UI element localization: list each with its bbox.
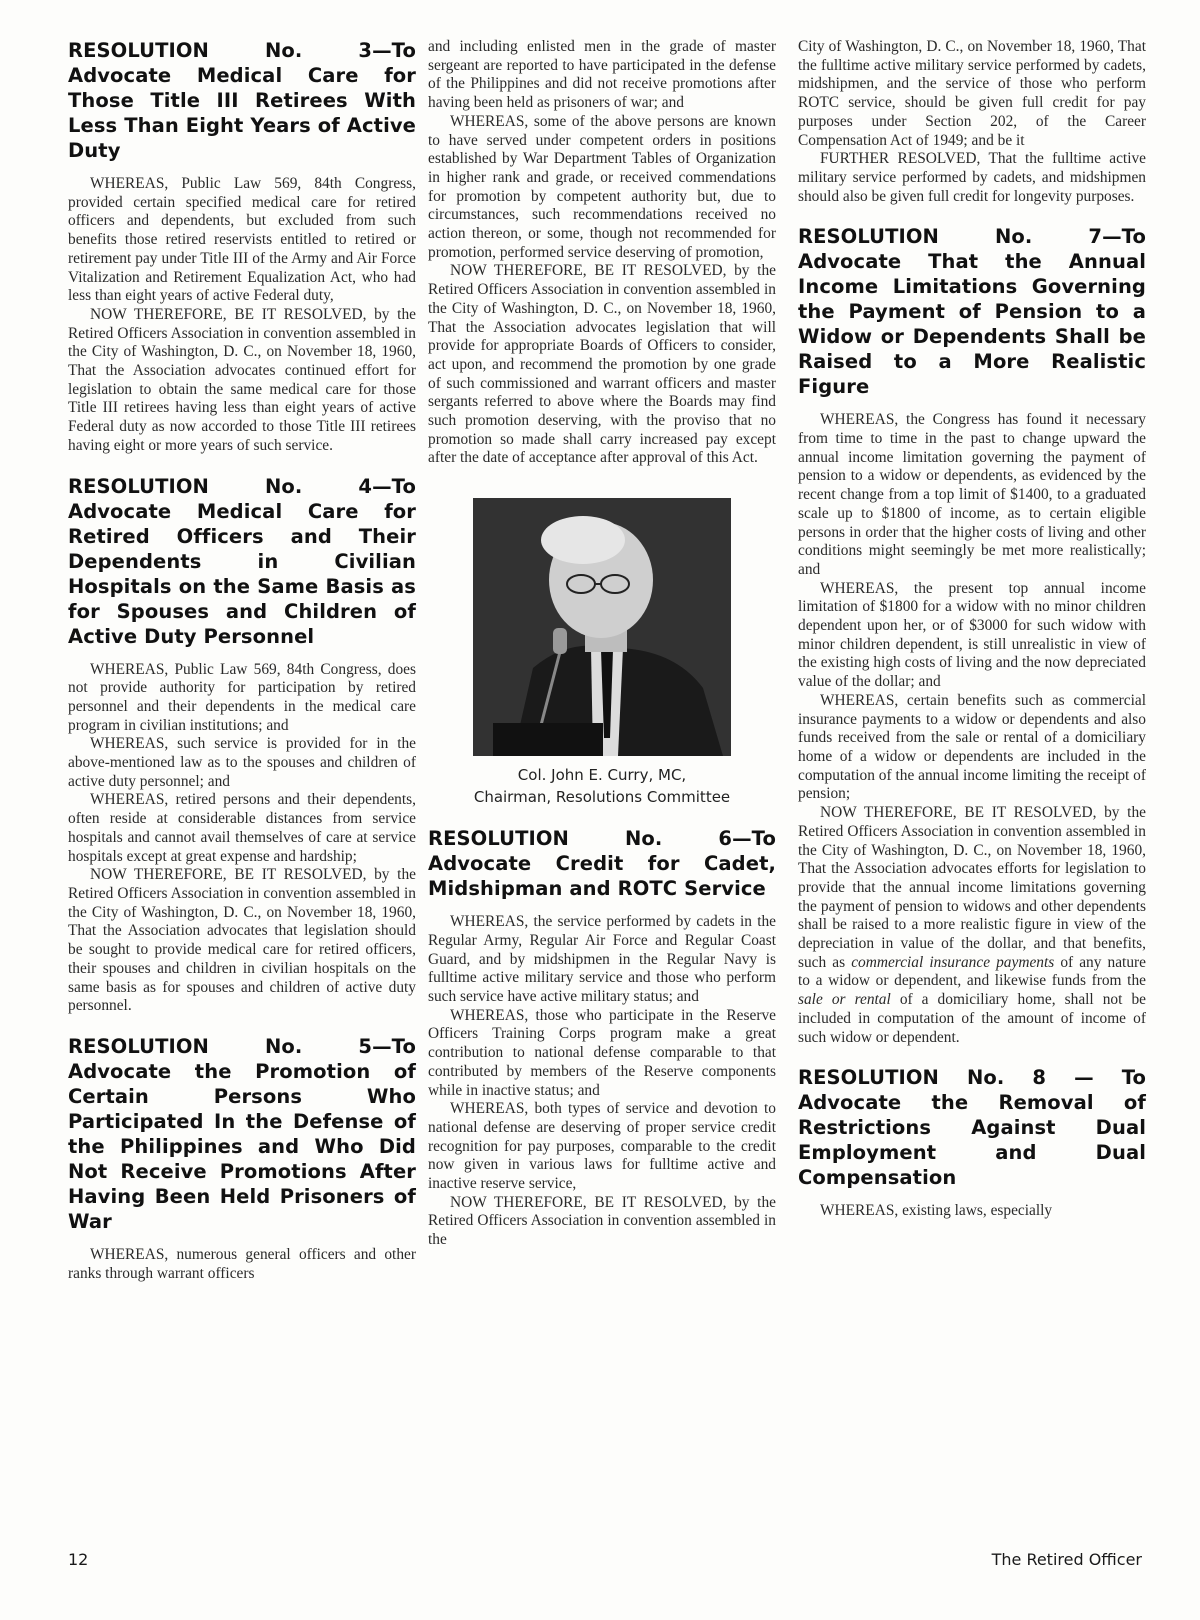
resolution-4-title: RESOLUTION No. 4—To Advocate Medical Care for Retired Officers and Their Dependents in Civilian Hospitals on the Same Basis as for Spouses and Children of Active Duty Personnel	[68, 474, 416, 648]
resolution-5-paragraph: WHEREAS, numerous general officers and other ranks through warrant officers	[68, 1245, 416, 1282]
portrait-figure	[428, 498, 776, 808]
resolution-7-paragraph: WHEREAS, certain benefits such as commercial insurance payments to a widow or dependents and also funds received from the sale or rental of a domiciliary home of a widow or dependents are included in the computation of the annual income limiting the receipt of pension;	[798, 691, 1146, 803]
resolution-7-title: RESOLUTION No. 7—To Advocate That the Annual Income Limitations Governing the Payment of Pension to a Widow or Dependents Shall be Raised to a More Realistic Figure	[798, 225, 1146, 399]
resolution-8-paragraph: WHEREAS, existing laws, especially	[820, 1202, 1053, 1220]
resolution-6-paragraph: NOW THEREFORE, BE IT RESOLVED, by the Retired Officers Association in convention assembled in the	[428, 1193, 776, 1249]
caption-name: Col. John E. Curry, MC,	[517, 766, 687, 785]
resolution-3	[68, 38, 416, 456]
resolution-4-paragraph: WHEREAS, Public Law 569, 84th Congress, does not provide authority for participation by retired personnel and their dependents in the medical care program in civilian institutions; and	[68, 660, 416, 734]
resolution-6-paragraph-continued: City of Washington, D. C., on November 18, 1960, That the fulltime active military service performed by cadets, midshipmen, and the service of those who perform ROTC service, should be given full credit for pay purposes under Section 202, of the Career Compensation Act of 1949; and be it	[798, 38, 1146, 149]
caption-role: Chairman, Resolutions Committee	[473, 788, 731, 807]
resolution-5-paragraph: NOW THEREFORE, BE IT RESOLVED, by the Retired Officers Association in convention assembled in the City of Washington, D. C., on November 18, 1960, That the Association advocates legislation that will provide for appropriate Boards of Officers to consider, act upon, and recommend the promotion by one grade of such commissioned and warrant officers and master sergants referred to above where the Boards may find such promotion deserving, with the proviso that no promotion so made shall carry increased pay except after the date of acceptance after approval of this Act.	[428, 262, 776, 467]
resolution-4-paragraph: NOW THEREFORE, BE IT RESOLVED, by the Retired Officers Association in convention assembled in the City of Washington, D. C., on November 18, 1960, That the Association advocates that legislation should be sought to provide medical care for retired officers, their spouses and children in civilian hospitals on the same basis as for spouses and children of active duty personnel.	[68, 866, 416, 1015]
resolution-3-title: RESOLUTION No. 3—To Advocate Medical Care for Those Title III Retirees With Less Than Eight Years of Active Duty	[68, 39, 416, 162]
resolution-7	[798, 224, 1146, 1047]
portrait-photo	[473, 498, 731, 756]
emphasis-text: commercial insurance payments	[851, 953, 1055, 971]
resolution-6	[428, 826, 776, 1250]
resolution-6-paragraph: WHEREAS, those who participate in the Reserve Officers Training Corps program make a great contribution to national defense comparable to that contributed by members of the Reserve components while in inactive status; and	[428, 1006, 776, 1099]
publication-name: The Retired Officer	[991, 1550, 1142, 1569]
column-middle	[428, 38, 776, 1250]
resolution-6-paragraph: FURTHER RESOLVED, That the fulltime active military service performed by cadets, and midshipmen should also be given full credit for longevity purposes.	[798, 150, 1146, 205]
resolution-4-paragraph: WHEREAS, such service is provided for in the above-mentioned law as to the spouses and children of active duty personnel; and	[68, 735, 416, 790]
resolution-7-paragraph: WHEREAS, the Congress has found it necessary from time to time in the past to change upward the annual income limitation governing the payment of pension to a widow or dependents, as evidenced by the recent change from a top limit of $1400, to a graduated scale up to $1800 of income, as to certain eligible persons in order that the higher costs of living and other conditions might seemingly be met more realistically; and	[798, 411, 1146, 578]
text-run: NOW THEREFORE, BE IT RESOLVED, by the Retired Officers Association in convention assembled in the City of Washington, D. C., on November 18, 1960, That the Association advocates efforts for legislation to provide that the annual income limitations governing the payment of pension to widows and other dependents shall be raised to a more realistic figure in view of the depreciation in value of the dollar, and that benefits, such as	[798, 804, 1146, 971]
resolution-7-paragraph: WHEREAS, the present top annual income limitation of $1800 for a widow with no minor children dependent upon her, or of $3000 for such widow with minor children dependent, is still unrealistic in view of the existing high costs of living and the now depreciated value of the dollar; and	[798, 579, 1146, 691]
text-run: of any nature to a widow or dependent, and likewise funds from the	[798, 953, 1146, 990]
text-run: of a domiciliary home, shall not be included in computation of the amount of income of such widow or dependent.	[798, 991, 1146, 1046]
resolution-4	[68, 474, 416, 1016]
resolution-8	[798, 1065, 1146, 1221]
resolution-5-paragraph-continued: and including enlisted men in the grade of master sergeant are reported to have participated in the defense of the Philippines and did not receive promotions after having been held as prisoners of war; and	[428, 38, 776, 112]
emphasis-text: sale or rental	[798, 991, 891, 1009]
column-right	[798, 38, 1146, 1221]
resolution-5-paragraph: WHEREAS, some of the above persons are known to have served under competent orders in positions established by War Department Tables of Organization in higher rank and grade, or received commendations for promotion by competent authority but, due to circumstances, such recommendations received no action thereon, or some, though not recommended for promotion, performed service deserving of promotion,	[428, 112, 776, 261]
page-number: 12	[68, 1550, 89, 1569]
resolution-4-paragraph: WHEREAS, retired persons and their dependents, often reside at considerable distances from service hospitals and cannot avail themselves of care at service hospitals except at great expense and hardship;	[68, 791, 416, 865]
resolution-7-paragraph	[798, 804, 1146, 1047]
resolution-6-paragraph: WHEREAS, the service performed by cadets in the Regular Army, Regular Air Force and Regular Coast Guard, and by midshipmen in the Regular Navy is fulltime active military service and those who perform such service have active military status; and	[428, 913, 776, 1005]
resolution-3-paragraph: WHEREAS, Public Law 569, 84th Congress, provided certain specified medical care for retired officers and dependents, but excluded from such benefits those retired reservists entitled to retired or retirement pay under Title III of the Army and Air Force Vitalization and Retirement Equalization Act, who had less than eight years of active Federal duty,	[68, 175, 416, 305]
resolution-5	[68, 1034, 416, 1283]
portrait-caption	[428, 764, 776, 808]
resolution-3-paragraph: NOW THEREFORE, BE IT RESOLVED, by the Retired Officers Association in convention assembled in the City of Washington, D. C., on November 18, 1960, That the Association advocates continued effort for legislation to obtain the same medical care for those Title III retirees having less than eight years of active Federal duty as now accorded to those Title III retirees having eight or more years of such service.	[68, 305, 416, 454]
resolution-8-title: RESOLUTION No. 8 — To Advocate the Removal of Restrictions Against Dual Employment and Dual Compensation	[798, 1066, 1146, 1190]
resolution-6-paragraph: WHEREAS, both types of service and devotion to national defense are deserving of proper service credit recognition for pay purposes, comparable to the credit now given in various laws for fulltime active and inactive reserve service,	[428, 1100, 776, 1193]
resolution-6-title: RESOLUTION No. 6—To Advocate Credit for Cadet, Midshipman and ROTC Service	[428, 827, 776, 901]
column-left	[68, 38, 416, 1283]
resolution-5-title: RESOLUTION No. 5—To Advocate the Promotion of Certain Persons Who Participated In the Defense of the Philippines and Who Did Not Receive Promotions After Having Been Held Prisoners of War	[68, 1034, 416, 1233]
